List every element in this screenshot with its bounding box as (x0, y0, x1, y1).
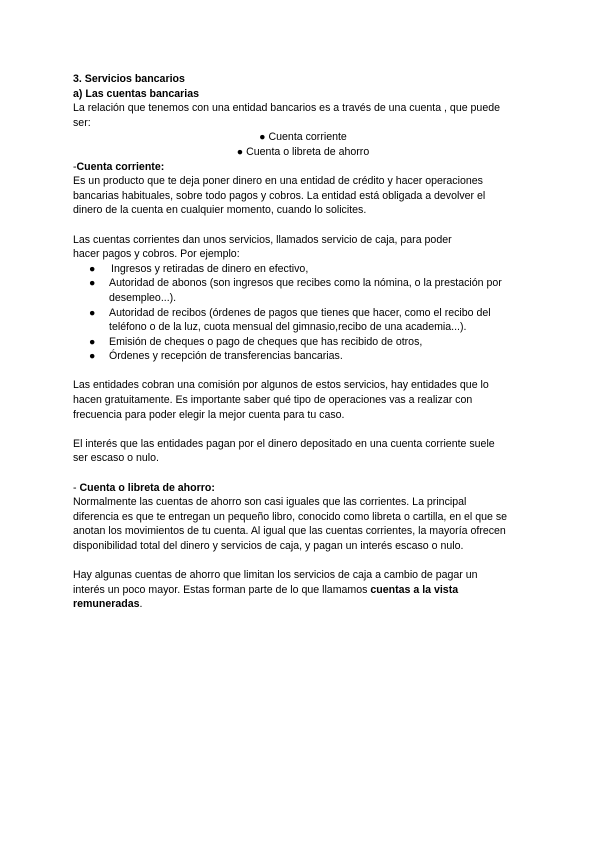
list-item-text: Órdenes y recepción de transferencias bancarias. (109, 350, 343, 363)
cuenta-corriente-heading (73, 160, 533, 175)
paragraph-line: Normalmente las cuentas de ahorro son casi iguales que las corrientes. La principal (73, 496, 467, 509)
service-list-item (73, 276, 533, 305)
paragraph-line: ser escaso o nulo. (73, 452, 159, 465)
center-bullet: ● Cuenta o libreta de ahorro (236, 145, 370, 158)
paragraph-line: anotan los movimientos de tu cuenta. Al igual que las cuentas corrientes, la mayoría ofrecen (73, 525, 506, 538)
paragraph-line: Es un producto que te deja poner dinero en una entidad de crédito y hacer operaciones (73, 175, 483, 188)
plain-text: interés un poco mayor. Estas forman parte de lo que llamamos (73, 583, 371, 596)
center-bullet: ● Cuenta corriente (259, 131, 347, 144)
paragraph-line: Las cuentas corrientes dan unos servicios, llamados servicio de caja, para poder (73, 233, 452, 246)
paragraph-line: hacen gratuitamente. Es importante saber qué tipo de operaciones vas a realizar con (73, 394, 473, 407)
service-list-item (73, 349, 533, 364)
paragraph-line: bancarias habituales, sobre todo pagos y cobros. La entidad está obligada a devolver el (73, 189, 486, 202)
section-title: 3. Servicios bancarios (73, 73, 185, 85)
service-list-item (73, 262, 533, 277)
intro-line: ser: (73, 116, 91, 129)
paragraph-line (73, 597, 533, 612)
heading-text: Cuenta o libreta de ahorro: (79, 481, 215, 494)
document-body (73, 72, 533, 612)
spacer (73, 466, 533, 481)
subsection-title: a) Las cuentas bancarias (73, 87, 200, 100)
heading-prefix: - (73, 160, 77, 173)
bullet-icon: ● (89, 262, 96, 275)
paragraph-line: El interés que las entidades pagan por el dinero depositado en una cuenta corriente suele (73, 437, 495, 450)
paragraph-line (73, 583, 533, 598)
paragraph-line: diferencia es que te entregan un pequeño libro, conocido como libreta o cartilla, en el que se (73, 510, 508, 523)
paragraph-line: frecuencia para poder elegir la mejor cuenta para tu caso. (73, 408, 345, 421)
list-item-text: Autoridad de recibos (órdenes de pagos que tienes que hacer, como el recibo del (109, 306, 491, 319)
bold-term: cuentas a la vista (370, 583, 459, 596)
bullet-icon: ● (89, 306, 96, 319)
paragraph-line: hacer pagos y cobros. Por ejemplo: (73, 248, 240, 261)
intro-line: La relación que tenemos con una entidad bancarios es a través de una cuenta , que puede (73, 102, 500, 115)
paragraph-line: Hay algunas cuentas de ahorro que limitan los servicios de caja a cambio de pagar un (73, 569, 478, 582)
bullet-icon: ● (89, 335, 96, 348)
bold-term: remuneradas (73, 598, 140, 611)
paragraph-line: disponibilidad total del dinero y servicios de caja, y pagan un interés escaso o nulo. (73, 540, 464, 552)
libreta-ahorro-heading (73, 481, 533, 496)
list-item-text: Autoridad de abonos (son ingresos que recibes como la nómina, o la prestación por (109, 277, 502, 290)
bullet-icon: ● (89, 350, 96, 363)
spacer (73, 554, 533, 569)
spacer (73, 422, 533, 437)
paragraph-line: dinero de la cuenta en cualquier momento, cuando lo solicites. (73, 204, 367, 217)
spacer (73, 364, 533, 379)
plain-text: . (139, 598, 143, 611)
list-item-text: desempleo...). (109, 291, 177, 304)
paragraph-line: Las entidades cobran una comisión por algunos de estos servicios, hay entidades que lo (73, 379, 489, 392)
list-item-text: Emisión de cheques o pago de cheques que has recibido de otros, (109, 335, 423, 348)
service-list-item (73, 306, 533, 335)
heading-text: Cuenta corriente: (76, 160, 165, 173)
list-item-text: Ingresos y retiradas de dinero en efectivo, (111, 262, 309, 275)
spacer (73, 218, 533, 233)
list-item-text: teléfono o de la luz, cuota mensual del gimnasio,recibo de una academia...). (109, 321, 467, 334)
service-list-item (73, 335, 533, 350)
heading-prefix: - (73, 481, 80, 494)
bullet-icon: ● (89, 277, 96, 290)
